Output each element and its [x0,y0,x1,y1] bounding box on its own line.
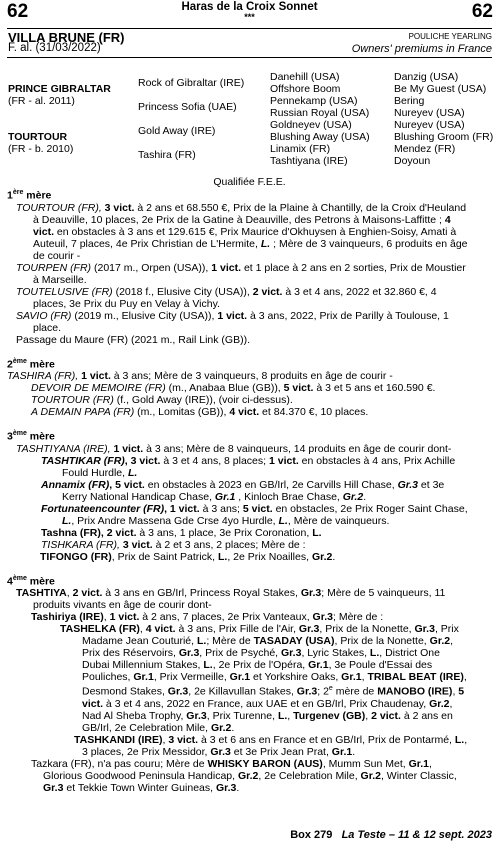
generation-heading: 3ème mère [7,430,55,443]
pedigree-g3: Mendez (FR) [394,143,456,155]
pedigree-g2: Danehill (USA) [270,71,340,83]
family-paragraph: TASHELKA (FR), 4 vict. à 3 ans, Prix Fille de l'Air, Gr.3, Prix de la Nonette, Gr.3, Prix Madame Jean Couturié, L.; Mère de TASADAY (USA), Prix de la Nonette, Gr.2, Prix des Réservoirs, Gr.3, Prix de Psyché, Gr.3, Lyric Stakes, L., District One Dubai Millennium Stakes, L., 2e Prix de l'Opéra, Gr.1, 3e Poule d'Essai des Pouliches, Gr.1, Prix Vermeille, Gr.1 et Yorkshire Oaks, Gr.1, TRIBAL BEAT (IRE), Desmond Stakes, Gr.3, 2e Killavullan Stakes, Gr.3; 2e mère de MANOBO (IRE), 5 vict. à 3 et 4 ans, 2022 en France, aux UAE et en GB/Irl, Prix Chaudenay, Gr.2, Nad Al Sheba Trophy, Gr.3, Prix Turenne, L., Turgenev (GB), 2 vict. à 2 ans en GB/Irl, 2e Celebration Mile, Gr.2. [60,623,467,734]
generation-heading: 1ère mère [7,189,52,202]
lot-number-right: 62 [471,1,493,22]
family-paragraph: Tazkara (FR), n'a pas couru; Mère de WHISKY BARON (AUS), Mumm Sun Met, Gr.1, Glorious Goodwood Peninsula Handicap, Gr.2, 2e Celebration Mile, Gr.2, Winter Classic, Gr.3 et Tekkie Town Winter Guineas, Gr.3. [31,757,457,794]
pedigree-g3: Nureyev (USA) [394,107,465,119]
pedigree-g3: Bering [394,95,425,107]
family-paragraph: Tashiriya (IRE), 1 vict. à 2 ans, 7 places, 2e Prix Vanteaux, Gr.3; Mère de : [31,611,384,623]
family-details [7,187,470,794]
pedigree-g2: Tashtiyana (IRE) [270,155,348,167]
horse-info: F. al. (31/03/2022) [8,42,101,54]
pedigree-g1: Rock of Gibraltar (IRE) [138,77,245,89]
pedigree-g3: Doyoun [394,155,431,167]
pedigree-g3: Nureyev (USA) [394,119,465,131]
pedigree-g2: Russian Royal (USA) [270,107,370,119]
qualification: Qualifiée F.E.E. [213,176,286,188]
family-paragraph: TASHTIYANA (IRE), 1 vict. à 3 ans; Mère de 8 vainqueurs, 14 produits en âge de courir dont- [16,442,452,455]
family-paragraph: TASHIRA (FR), 1 vict. à 3 ans; Mère de 3 vainqueurs, 8 produits en âge de courir - [7,370,393,382]
family-paragraph: Fortunateencounter (FR), 1 vict. à 3 ans; 5 vict. en obstacles, 2e Prix Roger Saint Chase, L., Prix Andre Massena Gde Crse 4yo Hurdle, L., Mère de vainqueurs. [41,502,468,527]
consignor-name: Haras de la Croix Sonnet [181,1,318,13]
pedigree-dam: TOURTOUR [8,131,68,143]
consignor-stars: *** [244,12,255,22]
owners-premiums: Owners' premiums in France [351,43,492,55]
family-paragraph: A DEMAIN PAPA (FR) (m., Lomitas (GB)), 4 vict. et 84.370 €, 10 places. [31,406,369,418]
pedigree-g3: Be My Guest (USA) [394,83,487,95]
family-paragraph: TASHKANDI (IRE), 3 vict. à 3 et 6 ans en France et en GB/Irl, Prix de Pontarmé, L., 3 places, 2e Prix Messidor, Gr.3 et 3e Prix Jean Prat, Gr.1. [74,733,468,758]
pedigree-g2: Linamix (FR) [270,143,331,155]
family-paragraph: TASHTIYA, 2 vict. à 3 ans en GB/Irl, Princess Royal Stakes, Gr.3; Mère de 5 vainqueurs, 11 produits vivants en âge de courir dont- [16,587,446,611]
pedigree-g1: Princess Sofia (UAE) [138,101,237,113]
family-paragraph: TASHTIKAR (FR), 3 vict. à 3 et 4 ans, 8 places; 1 vict. en obstacles à 4 ans, Prix Achille Fould Hurdle, L. [41,454,456,479]
family-paragraph: TOURTOUR (FR) (f., Gold Away (IRE)), (voir ci-dessus). [31,394,293,406]
family-paragraph: DEVOIR DE MEMOIRE (FR) (m., Anabaa Blue (GB)), 5 vict. à 3 et 5 ans et 160.590 €. [31,382,436,394]
pedigree-g2: Offshore Boom [270,83,341,95]
pedigree-g2: Blushing Away (USA) [270,131,370,143]
pedigree-g2: Pennekamp (USA) [270,95,358,107]
sale-info: La Teste – 11 & 12 sept. 2023 [341,829,492,841]
pedigree-g3: Danzig (USA) [394,71,459,83]
pedigree-dam-info: (FR - b. 2010) [8,143,74,155]
pedigree-sire-info: (FR - al. 2011) [8,95,75,107]
family-paragraph: TOURTOUR (FR), 3 vict. à 2 ans et 68.550 €, Prix de la Plaine à Chantilly, de la Croix d'Heuland à Deauville, 10 places, 2e Prix de la Gatine à Deauville, des Petrons à Maisons-Laffitte ; 4 vict. en obstacles à 3 ans et 129.615 €, Prix Maurice d'Okhuysen à Enghien-Soisy, Amati à Auteuil, 7 places, 4e Prix Christian de L'Hermite, L. ; Mère de 3 vainqueurs, 6 produits en âge de courir - [16,201,468,262]
pedigree-g1: Gold Away (IRE) [138,125,216,137]
family-paragraph: TOURPEN (FR) (2017 m., Orpen (USA)), 1 vict. et 1 place à 2 ans en 2 sorties, Prix de Moustier à Marseille. [16,261,466,286]
pedigree-g3: Blushing Groom (FR) [394,131,494,143]
pedigree-divider [7,57,492,58]
family-paragraph: TOUTELUSIVE (FR) (2018 f., Elusive City (USA)), 2 vict. à 3 et 4 ans, 2022 et 32.860 €, 4 places, 3e Prix du Puy en Velay à Vichy. [16,285,437,310]
family-paragraph: Tashna (FR), 2 vict. à 3 ans, 1 place, 3e Prix Coronation, L. [41,526,322,539]
generation-heading: 4ème mère [7,574,55,587]
family-paragraph: TISHKARA (FR), 3 vict. à 2 et 3 ans, 2 places; Mère de : [41,538,306,551]
header-divider [7,28,492,29]
footer [290,829,492,841]
generation-heading: 2ème mère [7,357,55,370]
pedigree-g1: Tashira (FR) [138,149,196,161]
box-number: Box 279 [290,829,333,841]
family-paragraph: TIFONGO (FR), Prix de Saint Patrick, L., 2e Prix Noailles, Gr.2. [40,550,336,563]
pedigree-sire: PRINCE GIBRALTAR [8,83,111,95]
family-paragraph: Annamix (FR), 5 vict. en obstacles à 2023 en GB/Irl, 2e Carvills Hill Chase, Gr.3 et 3e Kerry National Handicap Chase, Gr.1 , Kinloch Brae Chase, Gr.2. [41,478,445,503]
sex-label: POULICHE YEARLING [408,32,492,41]
pedigree-g2: Goldneyev (USA) [270,119,352,131]
horse-name: VILLA BRUNE (FR) [8,30,125,45]
family-paragraph: SAVIO (FR) (2019 m., Elusive City (USA)), 1 vict. à 3 ans, 2022, Prix de Parilly à Toulouse, 1 place. [16,309,449,334]
family-paragraph: Passage du Maure (FR) (2021 m., Rail Link (GB)). [16,333,250,346]
lot-number-left: 62 [7,1,29,22]
